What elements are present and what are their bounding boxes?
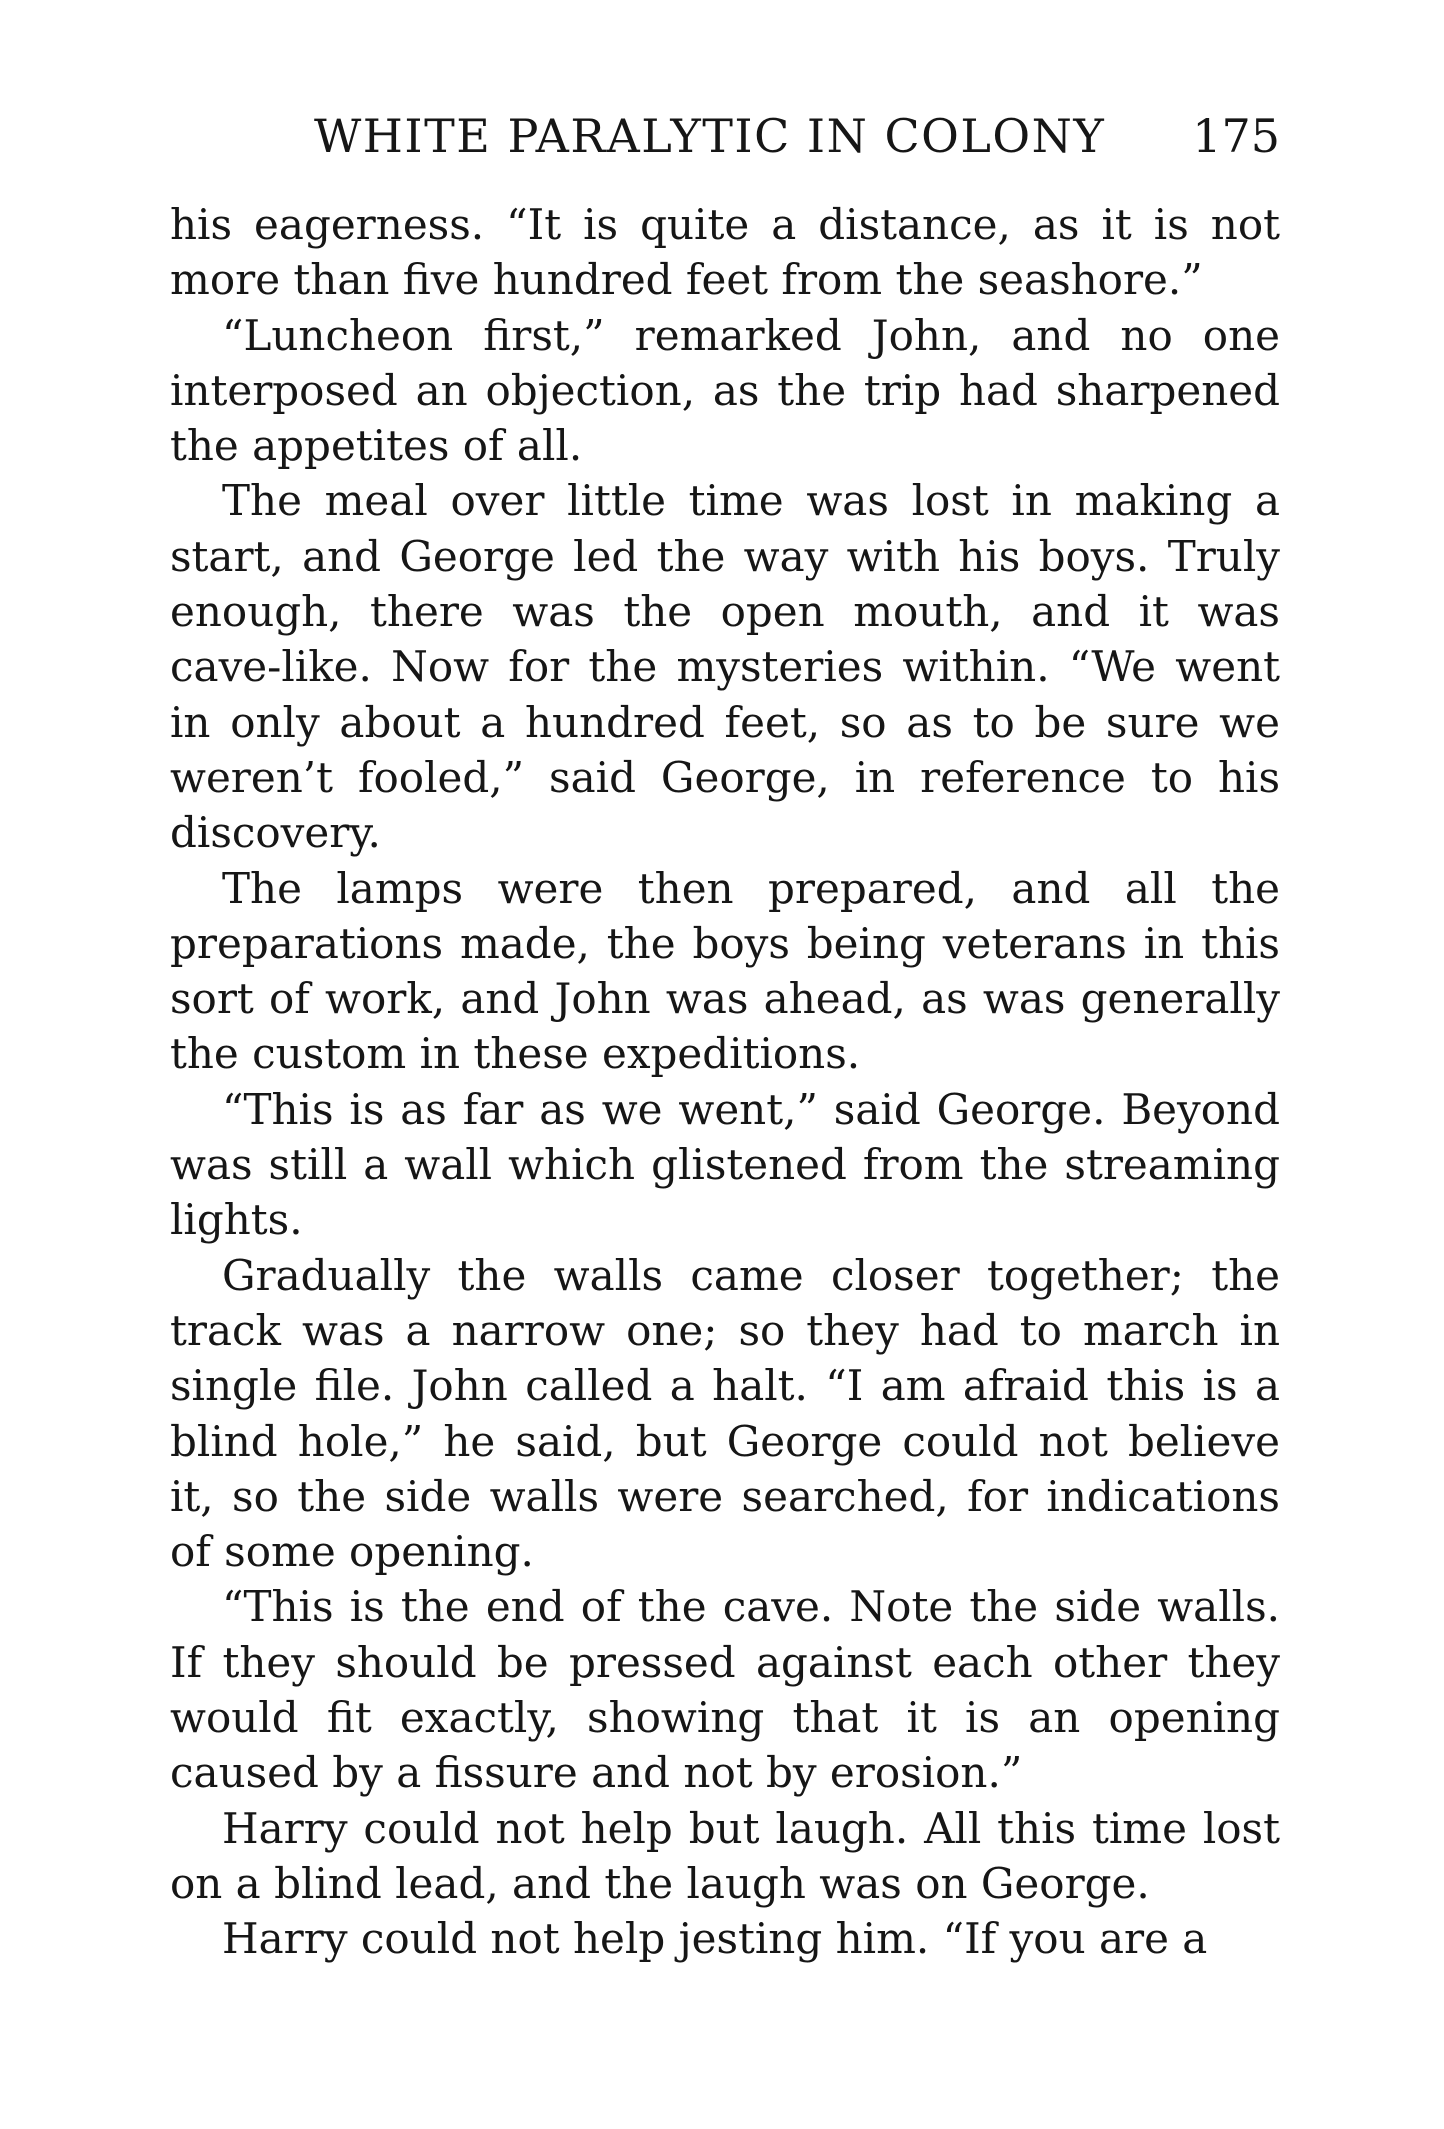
paragraph: “This is as far as we went,” said George. Beyond was still a wall which glistened from the streaming lights. [170, 1084, 1280, 1245]
paragraph: “Luncheon first,” remarked John, and no one interposed an objection, as the trip had sharpened the appetites of all. [170, 310, 1280, 471]
paragraph: The meal over little time was lost in making a start, and George led the way with his boys. Truly enough, there was the open mouth, and it was cave-like. Now for the mysteries within. “We went in only about a hundred feet, so as to be sure we weren’t fooled,” said George, in reference to his discovery. [170, 476, 1280, 858]
body-text [170, 197, 1280, 1967]
page-header [314, 106, 1280, 166]
paragraph: Gradually the walls came closer together; the track was a narrow one; so they had to march in single file. John called a halt. “I am afraid this is a blind hole,” he said, but George could not believe it, so the side walls were searched, for indications of some opening. [170, 1250, 1280, 1577]
paragraph: The lamps were then prepared, and all the preparations made, the boys being veterans in this sort of work, and John was ahead, as was generally the custom in these expeditions. [170, 863, 1280, 1079]
paragraph: Harry could not help but laugh. All this time lost on a blind lead, and the laugh was on George. [170, 1803, 1280, 1908]
paragraph-continued: his eagerness. “It is quite a distance, as it is not more than five hundred feet from the seashore.” [170, 200, 1280, 305]
paragraph: “This is the end of the cave. Note the side walls. If they should be pressed against each other they would fit exactly, showing that it is an opening caused by a fissure and not by erosion.” [170, 1582, 1280, 1798]
running-head: WHITE PARALYTIC IN COLONY [314, 109, 1106, 163]
page-number: 175 [1192, 109, 1280, 163]
paragraph-last: Harry could not help jesting him. “If you are a [222, 1914, 1208, 1964]
